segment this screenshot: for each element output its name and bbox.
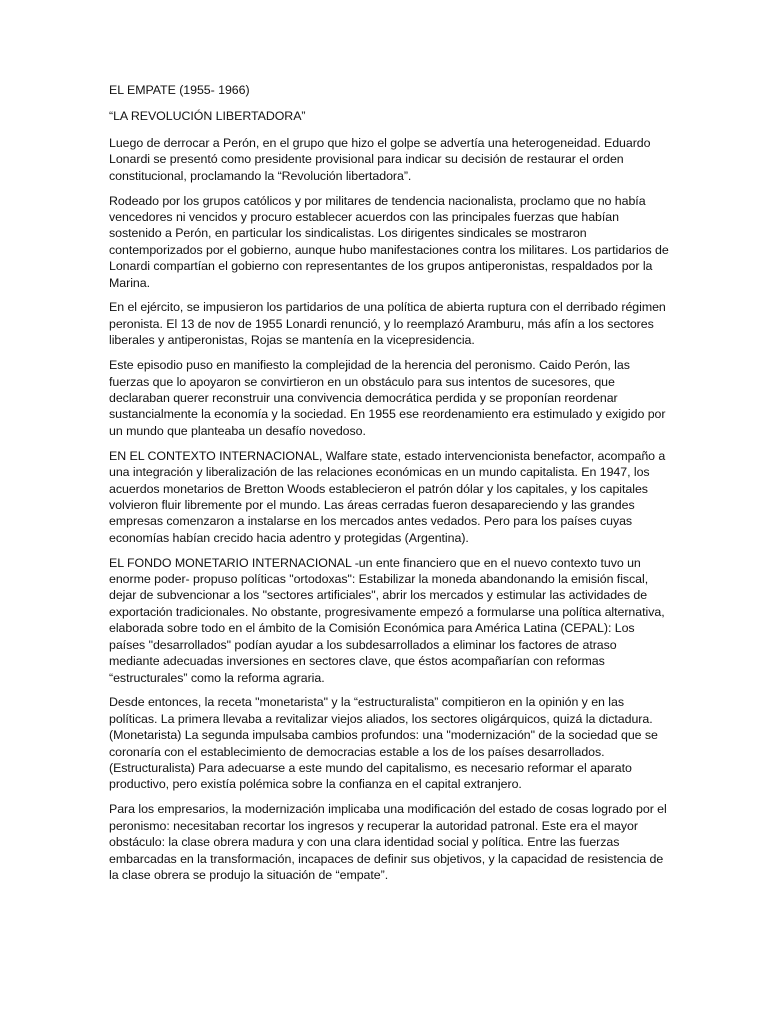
paragraph-army-rupture: En el ejército, se impusieron los partidarios de una política de abierta ruptura con el derribado régimen peronista. El 13 de nov de 1955 Lonardi renunció, y lo reemplazó Aramburu, más afín a los sectores liberales y antiperonistas, Rojas se mantenía en la vicepresidencia. (109, 300, 666, 348)
paragraph-peronism-legacy: Este episodio puso en manifiesto la complejidad de la herencia del peronismo. Caido Perón, las fuerzas que lo apoyaron se convirtieron en un obstáculo para sus intentos de sucesores, que declaraban querer reconstruir una convivencia democrática perdida y se proponían reordenar sustancialmente la economía y la sociedad. En 1955 ese reordenamiento era estimulado y exigido por un mundo que planteaba un desafío novedoso. (109, 358, 666, 438)
document-subtitle: “LA REVOLUCIÓN LIBERTADORA” (109, 109, 306, 124)
paragraph-catholic-groups: Rodeado por los grupos católicos y por militares de tendencia nacionalista, proclamo que no había vencedores ni vencidos y procuro establecer acuerdos con las principales fuerzas que habían sostenido a Perón, en particular los sindicalistas. Los dirigentes sindicales se mostraron contemporizados por el gobierno, aunque hubo manifestaciones contra los militares. Los partidarios de Lonardi compartían el gobierno con representantes de los grupos antiperonistas, respaldados por la Marina. (109, 193, 669, 290)
document-title: EL EMPATE (1955- 1966) (109, 83, 250, 97)
paragraph-monetarist-structuralist: Desde entonces, la receta "monetarista" y la “estructuralista” compitieron en la opinión y en las políticas. La primera llevaba a revitalizar viejos aliados, los sectores oligárquicos, quizá la dictadura. (Monetarista) La segunda impulsaba cambios profundos: una "modernización" de la sociedad que se coronaría con el establecimiento de democracias estable a los de los países desarrollados. (Estructuralista) Para adecuarse a este mundo del capitalismo, es necesario reformar el aparato productivo, pero existía polémica sobre la confianza en el capital extranjero. (109, 695, 658, 792)
paragraph-imf: EL FONDO MONETARIO INTERNACIONAL -un ente financiero que en el nuevo contexto tuvo un enorme poder- propuso políticas "ortodoxas": Estabilizar la moneda abandonando la emisión fiscal, dejar de subvencionar a los "sectores artificiales", abrir los mercados y estimular las actividades de exportación tradicionales. No obstante, progresivamente empezó a formularse una política alternativa, elaborada sobre todo en el ámbito de la Comisión Económica para América Latina (CEPAL): Los países "desarrollados" podían ayudar a los subdesarrollados a eliminar los factores de atraso mediante adecuadas inversiones en sectores clave, que éstos acompañarían con reformas “estructurales” como la reforma agraria. (109, 555, 665, 685)
document-body (109, 82, 669, 892)
paragraph-lonardi-provisional: Luego de derrocar a Perón, en el grupo que hizo el golpe se advertía una heterogeneidad. Eduardo Lonardi se presentó como presidente provisional para indicar su decisión de restaurar el orden constitucional, proclamando la “Revolución libertadora”. (109, 135, 651, 183)
paragraph-empresarios-empate: Para los empresarios, la modernización implicaba una modificación del estado de cosas logrado por el peronismo: necesitaban recortar los ingresos y recuperar la autoridad patronal. Este era el mayor obstáculo: la clase obrera madura y con una clara identidad social y política. Entre las fuerzas embarcadas en la transformación, incapaces de definir sus objetivos, y la capacidad de resistencia de la clase obrera se produjo la situación de “empate”. (109, 802, 667, 882)
paragraph-international-context: EN EL CONTEXTO INTERNACIONAL, Walfare state, estado intervencionista benefactor, acompaño a una integración y liberalización de las relaciones económicas en un mundo capitalista. En 1947, los acuerdos monetarios de Bretton Woods establecieron el patrón dólar y los capitales, y los capitales volvieron fluir libremente por el mundo. Las áreas cerradas fueron desapareciendo y las grandes empresas comenzaron a instalarse en los mercados antes vedados. Pero para los países cuyas economías habían crecido hacia adentro y protegidas (Argentina). (109, 448, 666, 545)
